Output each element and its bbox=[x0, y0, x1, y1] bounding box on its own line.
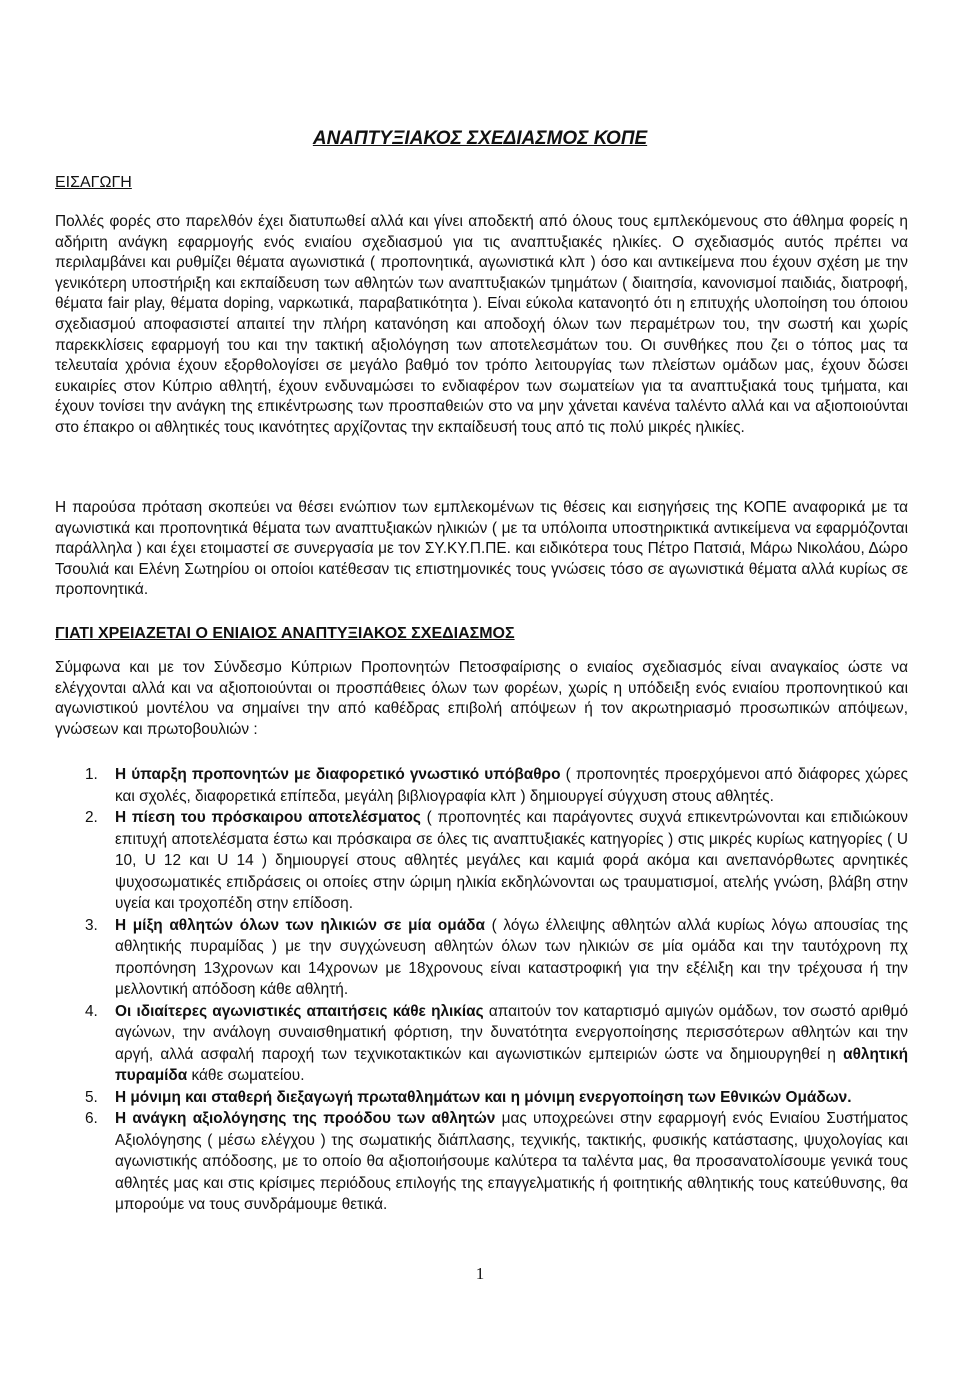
item-bold-lead: Η μίξη αθλητών όλων των ηλικιών σε μία ομάδα bbox=[115, 916, 485, 934]
item-text: ( λόγω έλλειψης αθλητών αλλά κυρίως λόγω απουσίας της αθλητικής πυραμίδας ) με την συγχώνευση αθλητών όλων των ηλικιών σε μία ομάδα και την ταυτόχρονη πχ προπόνηση 13χρονων και 14χρονων με 18χρονους είναι καταστροφική για την εξέλιξη και την τρέχουσα ή την μελλοντική απόδοση κάθε αθλητή. bbox=[115, 916, 908, 998]
item-bold-lead: Η ύπαρξη προπονητών με διαφορετικό γνωστικό υπόβαθρο bbox=[115, 766, 561, 783]
list-item bbox=[85, 807, 908, 915]
item-number: 2. bbox=[85, 809, 98, 826]
item-number: 1. bbox=[85, 766, 98, 783]
intro-heading: ΕΙΣΑΓΩΓΗ bbox=[55, 174, 132, 191]
item-text: ( προπονητές προερχόμενοι από διάφορες χώρες και σχολές, διαφορετικά επίπεδα, μεγάλη βιβλιογραφία κλπ ) δημιουργεί σύγχυση στους αθλητές. bbox=[115, 766, 908, 805]
item-text: ( προπονητές και παράγοντες συχνά επικεντρώνονται και επιδιώκουν επιτυχή αποτελέσματα έστω και πρόσκαιρα σε όλες τις αναπτυξιακές κατηγορίες ) στις μικρές κυρίως κατηγορίες ( U 10, U 12 και U 14 ) δημιουργεί στους αθλητές μεγάλες και καμιά φορά ακόμα και ανεπανόρθωτες αρνητικές ψυχοσωματικές επιδράσεις οι οποίες στην ώριμη ηλικία εκδηλώνονται ως τραυματισμοί, ατελής γνώση, βλάβη στην υγεία και τροχοπέδη στην επίδοση. bbox=[115, 809, 908, 912]
item-number: 4. bbox=[85, 1002, 98, 1020]
item-number: 5. bbox=[85, 1088, 98, 1106]
intro-paragraph: Πολλές φορές στο παρελθόν έχει διατυπωθεί αλλά και γίνει αποδεκτή από όλους τους εμπλεκόμενους στο άθλημα φορείς η αδήριτη ανάγκη εφαρμογής ενός ενιαίου σχεδιασμού για τις αναπτυξιακές ηλικίες. Ο σχεδιασμός αυτός πρέπει να περιλαμβάνει και ρυθμίζει θέματα αγωνιστικά ( προπονητικά, αγωνιστικά κλπ ) όσο και αντικείμενα που έχουν σχέση με την γενικότερη υποστήριξη και εκπαίδευση των αθλητών των αναπτυξιακών τμημάτων ( διαιτησία, κανονισμοί παιδιάς, διατροφή, θέματα fair play, θέματα doping, ναρκωτικά, παραβατικότητα ). Είναι εύκολα κατανοητό ότι η επιτυχής υλοποίηση του όποιου σχεδιασμού αποφασιστεί απαιτεί την πλήρη κατανόηση και αποδοχή όλων των περαμέτρων του, την σωστή και χωρίς παρεκκλίσεις εφαρμογή του και την τακτική αξιολόγηση των αποτελεσμάτων του. Οι συνθήκες που ζει ο τόπος μας τα τελευταία χρόνια έχουν εξορθολογίσει σε μεγάλο βαθμό τον τρόπο λειτουργίας των πλείστων ομάδων μας, έχουν δώσει ευκαιρίες στον Κύπριο αθλητή, έχουν ενδυναμώσει το ενδιαφέρον των σωματείων για τα αναπτυξιακά τους τμήματα, και έχουν τονίσει την ανάγκη της επικέντρωσης των προσπαθειών στο να μην χάνεται κανένα ταλέντο αλλά και να αξιοποιούνται στο έπακρο οι αθλητικές τους ικανότητες αρχίζοντας την εκπαίδευσή τους από τις πολύ μικρές ηλικίες. bbox=[55, 213, 908, 436]
list-item bbox=[85, 915, 908, 1001]
why-intro-paragraph: Σύμφωνα και με τον Σύνδεσμο Κύπριων Προπονητών Πετοσφαίρισης ο ενιαίος σχεδιασμός είναι αναγκαίος ώστε να ελέγχονται αλλά και να αξιοποιούνται οι προσπάθειες όλων των φορέων, χωρίς η υπόδειξη ενός ενιαίου προπονητικού και αγωνιστικού μοντέλου να σημαίνει την από καθέδρας επιβολή απόψεων ή τον ακρωτηριασμό προσωπικών απόψεων, γνώσεων και πρωτοβουλιών : bbox=[55, 659, 908, 738]
item-number: 3. bbox=[85, 916, 98, 934]
item-text: μας υποχρεώνει στην εφαρμογή ενός Ενιαίου Συστήματος Αξιολόγησης ( μέσω ελέγχου ) της σωματικής διάπλασης, τεχνικής, τακτικής, φυσικής κατάστασης, ψυχολογίας και αγωνιστικής απόδοσης, με το οποίο θα αξιοποιήσουμε καλύτερα τα ταλέντα μας, θα προσανατολίσουμε γενικά τους αθλητές μας και στις κρίσιμες περιόδους επιλογής της επαγγελματικής ή φοιτητικής αθλητικής τους κατεύθυνσης, θα μπορούμε να τους συνδράμουμε θετικά. bbox=[115, 1110, 908, 1213]
item-bold-lead: Η ανάγκη αξιολόγησης της προόδου των αθλητών bbox=[115, 1110, 496, 1127]
item-bold-lead: Η πίεση του πρόσκαιρου αποτελέσματος bbox=[115, 809, 421, 826]
list-item bbox=[85, 764, 908, 807]
list-item bbox=[85, 1001, 909, 1087]
item-number: 6. bbox=[85, 1110, 98, 1127]
list-item bbox=[85, 1087, 908, 1109]
item-bold-lead: Οι ιδιαίτερες αγωνιστικές απαιτήσεις κάθε ηλικίας bbox=[115, 1002, 484, 1020]
item-text-tail: κάθε σωματείου. bbox=[187, 1067, 305, 1084]
item-bold-inline: αθλητική πυραμίδα bbox=[115, 1045, 908, 1084]
item-text: απαιτούν τον καταρτισμό αμιγών ομάδων, τον σωστό αριθμό αγώνων, την ανάλογη συναισθηματική φόρτιση, την δυνατότητα ενεργοποίησης περισσότερων αθλητών και την αργή, αλλά ασφαλή παροχή των τεχνικοτακτικών και αγωνιστικών εμπειριών ώστε να δημιουργηθεί η bbox=[115, 1002, 909, 1063]
list-item bbox=[85, 1108, 908, 1216]
why-heading: ΓΙΑΤΙ ΧΡΕΙΑΖΕΤΑΙ Ο ΕΝΙΑΙΟΣ ΑΝΑΠΤΥΞΙΑΚΟΣ ΣΧΕΔΙΑΣΜΟΣ bbox=[55, 625, 515, 642]
proposal-paragraph: Η παρούσα πρόταση σκοπεύει να θέσει ενώπιον των εμπλεκομένων τις θέσεις και εισηγήσεις της ΚΟΠΕ αναφορικά με τα αγωνιστικά και προπονητικά θέματα των αναπτυξιακών ηλικιών ( με τα υπόλοιπα υποστηρικτικά αντικείμενα να εφαρμόζονται παράλληλα ) και έχει ετοιμαστεί σε συνεργασία με τον ΣΥ.ΚΥ.Π.ΠΕ. και ειδικότερα τους Πέτρο Πατσιά, Μάρω Νικολάου, Δώρο Τσουλιά και Ελένη Σωτηρίου οι οποίοι κατέθεσαν τις επιστημονικές τους γνώσεις τόσο σε αγωνιστικά θέματα αλλά κυρίως σε προπονητικά. bbox=[55, 499, 908, 599]
document-title: ΑΝΑΠΤΥΞΙΑΚΟΣ ΣΧΕΔΙΑΣΜΟΣ ΚΟΠΕ bbox=[312, 128, 648, 149]
reasons-list bbox=[85, 764, 909, 1216]
item-bold-lead: Η μόνιμη και σταθερή διεξαγωγή πρωταθλημάτων και η μόνιμη ενεργοποίηση των Εθνικών Ομάδων. bbox=[115, 1088, 852, 1106]
page-number: 1 bbox=[475, 1264, 485, 1283]
